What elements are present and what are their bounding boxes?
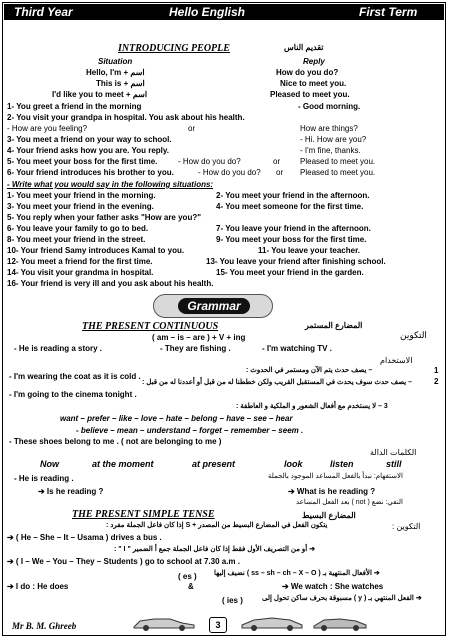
question-rule: الاستفهام: نبدأ بالفعل المساعد الموجود بالجملة — [268, 473, 403, 480]
col-reply: Reply — [303, 57, 325, 66]
keyword: still — [386, 459, 402, 469]
line-3: 3- You meet a friend on your way to school. — [7, 135, 172, 144]
line-2-or: or — [188, 124, 196, 133]
negative-rule: النفي: نضع ( not ) بعد الفعل المساعد — [296, 499, 403, 506]
author-name: Mr B. M. Ghreeb — [12, 621, 77, 631]
rule-3-suffix: ( es ) — [178, 572, 197, 581]
present-continuous-title: THE PRESENT CONTINUOUS — [82, 321, 219, 332]
car-icon — [236, 613, 306, 633]
line-5-reply-alt: Pleased to meet you. — [300, 157, 376, 166]
keyword: listen — [330, 459, 354, 469]
car-icon — [310, 613, 370, 633]
usage-3: 3 – لا يستخدم مع أفعال الشعور و الملكية و العاطفة : — [236, 403, 388, 410]
keyword: look — [284, 459, 303, 469]
example: ➔ ( He – She – It – Usama ) drives a bus . — [7, 533, 162, 542]
intro-row-left: I'd like you to meet + اسم — [52, 90, 148, 99]
ampersand: & — [188, 582, 194, 591]
line-2-reply-alt: How are things? — [300, 124, 358, 133]
situation-item: 6- You leave your family to go to bed. — [7, 224, 149, 233]
situation-item: 13- You leave your friend after finishing school. — [206, 257, 386, 266]
situation-item: 10- Your friend Samy introduces Kamal to you. — [7, 246, 185, 255]
situation-item: 4- You meet someone for the first time. — [216, 202, 364, 211]
line-5-or: or — [273, 157, 281, 166]
situation-item: 16- Your friend is very ill and you ask about his health. — [7, 279, 214, 288]
header-year: Third Year — [14, 5, 73, 19]
rule-3: ➔ الأفعال المنتهية بـ ( ss – sh – ch – X – O ) نضيف إليها — [214, 570, 380, 577]
line-3-reply: - Hi. How are you? — [300, 135, 367, 144]
present-simple-title-ar: المضارع البسيط — [302, 511, 356, 520]
usage-1: – يصف حدث يتم الآن ومستمر في الحدوث : — [246, 367, 373, 374]
keywords-label: الكلمات الدالة — [370, 448, 417, 457]
line-4-reply: - I'm fine, thanks. — [300, 146, 361, 155]
stative-verbs: want – prefer – like – love – hate – belong – have – see – hear — [60, 414, 293, 423]
question-example: - He is reading . — [14, 474, 74, 483]
header-term: First Term — [359, 5, 418, 19]
takween-label: التكوين : — [392, 522, 421, 531]
intro-row-right: Pleased to meet you. — [270, 90, 350, 99]
example: ➔ ( I – We – You – They – Students ) go to school at 7.30 a.m . — [7, 557, 240, 566]
example: - He is reading a story . — [14, 344, 103, 353]
example: ➔ We watch : She watches — [282, 582, 384, 591]
line-1-reply: - Good morning. — [298, 102, 361, 111]
write-instruction: - Write what you would say in the following situations: — [7, 180, 214, 189]
line-6-reply-alt: Pleased to meet you. — [300, 168, 376, 177]
present-continuous-title-ar: المضارع المستمر — [305, 321, 363, 330]
line-1: 1- You greet a friend in the morning — [7, 102, 142, 111]
grammar-badge — [153, 294, 273, 318]
keyword: at the moment — [92, 459, 154, 469]
line-6-reply: - How do you do? — [198, 168, 261, 177]
stative-verbs: - believe – mean – understand – forget – remember – seem . — [76, 426, 304, 435]
usage-number: 2 — [434, 377, 439, 386]
usage-2-example: - I'm going to the cinema tonight . — [9, 390, 137, 399]
usage-2: – يصف حدث سوف يحدث في المستقبل القريب ولكن خططنا له من قبل أو أعددنا له من قبل : — [142, 379, 413, 386]
situation-item: 12- You meet a friend for the first time. — [7, 257, 153, 266]
rule-2: ➔ أو من التصريف الأول فقط إذا كان فاعل الجملة جمع أ الضمير " I " : — [114, 546, 316, 553]
usage-1-example: - I'm wearing the coat as it is cold . — [9, 372, 141, 381]
takween-label: التكوين — [400, 330, 427, 340]
situation-item: 5- You reply when your father asks "How are you?" — [7, 213, 202, 222]
situation-item: 15- You meet your friend in the garden. — [216, 268, 364, 277]
line-5-reply: - How do you do? — [178, 157, 241, 166]
keyword: at present — [192, 459, 236, 469]
situation-item: 9- You meet your boss for the first time. — [216, 235, 367, 244]
example: - I'm watching TV . — [262, 344, 332, 353]
line-5: 5- You meet your boss for the first time. — [7, 157, 158, 166]
col-situation: Situation — [98, 57, 133, 66]
usage-label: الاستخدام — [380, 356, 413, 365]
page-number: 3 — [209, 617, 227, 633]
header-bar — [4, 4, 444, 20]
intro-row-left: This is + اسم — [96, 79, 145, 88]
example: - These shoes belong to me . ( not are belonging to me ) — [9, 437, 222, 446]
example: - They are fishing . — [160, 344, 231, 353]
line-6-or: or — [276, 168, 284, 177]
present-simple-title: THE PRESENT SIMPLE TENSE — [72, 509, 215, 520]
situation-item: 2- You meet your friend in the afternoon. — [216, 191, 370, 200]
formula: ( am – is – are ) + V + ing — [152, 333, 246, 342]
keyword: Now — [40, 459, 59, 469]
intro-row-right: How do you do? — [276, 68, 339, 77]
question-answer: ➔ Is he reading ? — [38, 487, 104, 496]
example: ➔ I do : He does — [7, 582, 69, 591]
intro-title: INTRODUCING PEOPLE — [118, 43, 230, 54]
intro-row-right: Nice to meet you. — [280, 79, 347, 88]
rule-1: يتكون الفعل في المضارع البسيط من المصدر + S إذا كان فاعل الجملة مفرد : — [106, 522, 328, 529]
usage-number: 1 — [434, 366, 439, 375]
situation-item: 8- You meet your friend in the street. — [7, 235, 146, 244]
situation-item: 11- You leave your teacher. — [258, 246, 360, 255]
situation-item: 1- You meet your friend in the morning. — [7, 191, 156, 200]
line-2: 2- You visit your grandpa in hospital. You ask about his health. — [7, 113, 245, 122]
intro-title-ar: تقديم الناس — [284, 43, 324, 52]
header-title: Hello English — [169, 5, 246, 19]
line-4: 4- Your friend asks how you are. You reply. — [7, 146, 169, 155]
wh-question: ➔ What is he reading ? — [288, 487, 376, 496]
rule-4-suffix: ( ies ) — [222, 596, 243, 605]
situation-item: 7- You leave your friend in the afternoon. — [216, 224, 371, 233]
line-6: 6- Your friend introduces his brother to you. — [7, 168, 174, 177]
situation-item: 14- You visit your grandma in hospital. — [7, 268, 154, 277]
intro-row-left: Hello, I'm + اسم — [86, 68, 145, 77]
line-2-reply: - How are you feeling? — [7, 124, 88, 133]
rule-4: ➔ الفعل المنتهي بـ ( y ) مسبوقة بحرف ساكن تحول إلى — [262, 595, 422, 602]
grammar-badge-label: Grammar — [187, 299, 241, 313]
situation-item: 3- You meet your friend in the evening. — [7, 202, 154, 211]
car-icon — [130, 613, 200, 633]
